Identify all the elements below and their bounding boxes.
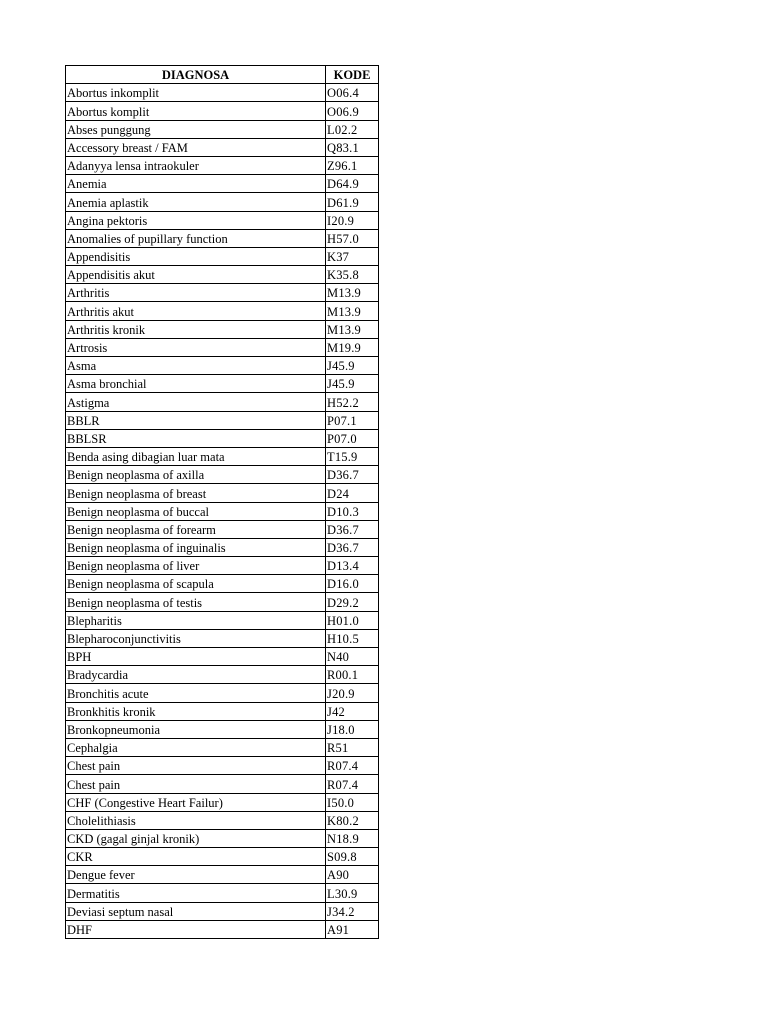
kode-cell: T15.9 — [326, 447, 379, 465]
diagnosa-cell: BBLR — [66, 411, 326, 429]
kode-cell: D61.9 — [326, 193, 379, 211]
kode-cell: H01.0 — [326, 611, 379, 629]
diagnosa-cell: Bronkhitis kronik — [66, 702, 326, 720]
kode-cell: J45.9 — [326, 357, 379, 375]
diagnosa-cell: Artrosis — [66, 338, 326, 356]
kode-cell: J45.9 — [326, 375, 379, 393]
kode-cell: D36.7 — [326, 466, 379, 484]
table-row — [66, 484, 379, 502]
table-row — [66, 429, 379, 447]
diagnosa-cell: Bronchitis acute — [66, 684, 326, 702]
diagnosa-cell: Blepharitis — [66, 611, 326, 629]
diagnosa-cell: Arthritis kronik — [66, 320, 326, 338]
diagnosa-cell: CKD (gagal ginjal kronik) — [66, 829, 326, 847]
diagnosa-cell: Asma — [66, 357, 326, 375]
table-row — [66, 811, 379, 829]
kode-cell: P07.0 — [326, 429, 379, 447]
kode-cell: J20.9 — [326, 684, 379, 702]
table-row — [66, 575, 379, 593]
diagnosa-cell: BPH — [66, 648, 326, 666]
kode-cell: D36.7 — [326, 520, 379, 538]
kode-cell: S09.8 — [326, 848, 379, 866]
kode-cell: M13.9 — [326, 284, 379, 302]
kode-cell: R07.4 — [326, 775, 379, 793]
diagnosa-cell: Arthritis — [66, 284, 326, 302]
table-row — [66, 775, 379, 793]
table-row — [66, 175, 379, 193]
table-row — [66, 611, 379, 629]
kode-cell: I20.9 — [326, 211, 379, 229]
table-row — [66, 284, 379, 302]
diagnosa-cell: Dermatitis — [66, 884, 326, 902]
diagnosa-cell: Benign neoplasma of axilla — [66, 466, 326, 484]
kode-cell: H52.2 — [326, 393, 379, 411]
kode-cell: D64.9 — [326, 175, 379, 193]
header-diagnosa: DIAGNOSA — [66, 66, 326, 84]
kode-cell: L02.2 — [326, 120, 379, 138]
table-row — [66, 393, 379, 411]
table-row — [66, 320, 379, 338]
table-row — [66, 757, 379, 775]
kode-cell: D16.0 — [326, 575, 379, 593]
table-row — [66, 156, 379, 174]
table-row — [66, 720, 379, 738]
kode-cell: M13.9 — [326, 320, 379, 338]
kode-cell: H10.5 — [326, 629, 379, 647]
table-row — [66, 629, 379, 647]
kode-cell: A91 — [326, 920, 379, 938]
diagnosa-cell: CHF (Congestive Heart Failur) — [66, 793, 326, 811]
table-row — [66, 920, 379, 938]
table-row — [66, 338, 379, 356]
kode-cell: R07.4 — [326, 757, 379, 775]
diagnosa-cell: Benign neoplasma of breast — [66, 484, 326, 502]
diagnosa-cell: Appendisitis — [66, 247, 326, 265]
kode-cell: D24 — [326, 484, 379, 502]
kode-cell: N18.9 — [326, 829, 379, 847]
kode-cell: K37 — [326, 247, 379, 265]
kode-cell: D13.4 — [326, 557, 379, 575]
kode-cell: A90 — [326, 866, 379, 884]
diagnosa-cell: Bradycardia — [66, 666, 326, 684]
table-row — [66, 138, 379, 156]
table-row — [66, 466, 379, 484]
diagnosa-cell: Cephalgia — [66, 738, 326, 756]
diagnosa-cell: Accessory breast / FAM — [66, 138, 326, 156]
diagnosa-cell: DHF — [66, 920, 326, 938]
kode-cell: M19.9 — [326, 338, 379, 356]
diagnosa-cell: Chest pain — [66, 775, 326, 793]
diagnosa-cell: Anemia — [66, 175, 326, 193]
table-row — [66, 593, 379, 611]
diagnosa-cell: Benda asing dibagian luar mata — [66, 447, 326, 465]
table-row — [66, 793, 379, 811]
table-row — [66, 120, 379, 138]
table-row — [66, 684, 379, 702]
diagnosis-code-sheet — [65, 65, 378, 939]
diagnosa-cell: Anomalies of pupillary function — [66, 229, 326, 247]
diagnosa-cell: Deviasi septum nasal — [66, 902, 326, 920]
table-row — [66, 102, 379, 120]
diagnosa-cell: Dengue fever — [66, 866, 326, 884]
table-row — [66, 357, 379, 375]
diagnosa-cell: Bronkopneumonia — [66, 720, 326, 738]
kode-cell: Q83.1 — [326, 138, 379, 156]
table-row — [66, 648, 379, 666]
diagnosa-cell: Arthritis akut — [66, 302, 326, 320]
diagnosa-cell: Appendisitis akut — [66, 266, 326, 284]
table-row — [66, 193, 379, 211]
kode-cell: J42 — [326, 702, 379, 720]
diagnosa-cell: Benign neoplasma of testis — [66, 593, 326, 611]
table-row — [66, 375, 379, 393]
table-body — [66, 84, 379, 939]
table-header-row — [66, 66, 379, 84]
kode-cell: O06.4 — [326, 84, 379, 102]
table-row — [66, 738, 379, 756]
diagnosa-cell: Benign neoplasma of liver — [66, 557, 326, 575]
diagnosa-cell: Chest pain — [66, 757, 326, 775]
table-row — [66, 884, 379, 902]
table-row — [66, 211, 379, 229]
table-row — [66, 902, 379, 920]
kode-cell: J18.0 — [326, 720, 379, 738]
table-row — [66, 302, 379, 320]
table-row — [66, 411, 379, 429]
diagnosis-table — [65, 65, 379, 939]
kode-cell: L30.9 — [326, 884, 379, 902]
diagnosa-cell: Angina pektoris — [66, 211, 326, 229]
diagnosa-cell: CKR — [66, 848, 326, 866]
kode-cell: Z96.1 — [326, 156, 379, 174]
kode-cell: K35.8 — [326, 266, 379, 284]
kode-cell: D29.2 — [326, 593, 379, 611]
table-row — [66, 557, 379, 575]
kode-cell: M13.9 — [326, 302, 379, 320]
diagnosa-cell: BBLSR — [66, 429, 326, 447]
diagnosa-cell: Cholelithiasis — [66, 811, 326, 829]
table-row — [66, 829, 379, 847]
kode-cell: J34.2 — [326, 902, 379, 920]
table-row — [66, 538, 379, 556]
table-row — [66, 866, 379, 884]
kode-cell: O06.9 — [326, 102, 379, 120]
diagnosa-cell: Astigma — [66, 393, 326, 411]
diagnosa-cell: Abses punggung — [66, 120, 326, 138]
kode-cell: P07.1 — [326, 411, 379, 429]
table-row — [66, 229, 379, 247]
diagnosa-cell: Abortus inkomplit — [66, 84, 326, 102]
diagnosa-cell: Benign neoplasma of forearm — [66, 520, 326, 538]
kode-cell: D10.3 — [326, 502, 379, 520]
kode-cell: D36.7 — [326, 538, 379, 556]
diagnosa-cell: Blepharoconjunctivitis — [66, 629, 326, 647]
table-row — [66, 520, 379, 538]
kode-cell: H57.0 — [326, 229, 379, 247]
table-row — [66, 266, 379, 284]
diagnosa-cell: Benign neoplasma of scapula — [66, 575, 326, 593]
kode-cell: R00.1 — [326, 666, 379, 684]
diagnosa-cell: Benign neoplasma of inguinalis — [66, 538, 326, 556]
kode-cell: R51 — [326, 738, 379, 756]
header-kode: KODE — [326, 66, 379, 84]
table-row — [66, 848, 379, 866]
kode-cell: I50.0 — [326, 793, 379, 811]
diagnosa-cell: Abortus komplit — [66, 102, 326, 120]
kode-cell: N40 — [326, 648, 379, 666]
table-row — [66, 447, 379, 465]
diagnosa-cell: Anemia aplastik — [66, 193, 326, 211]
diagnosa-cell: Adanyya lensa intraokuler — [66, 156, 326, 174]
table-row — [66, 702, 379, 720]
table-row — [66, 84, 379, 102]
table-row — [66, 502, 379, 520]
kode-cell: K80.2 — [326, 811, 379, 829]
table-row — [66, 666, 379, 684]
table-row — [66, 247, 379, 265]
diagnosa-cell: Benign neoplasma of buccal — [66, 502, 326, 520]
diagnosa-cell: Asma bronchial — [66, 375, 326, 393]
